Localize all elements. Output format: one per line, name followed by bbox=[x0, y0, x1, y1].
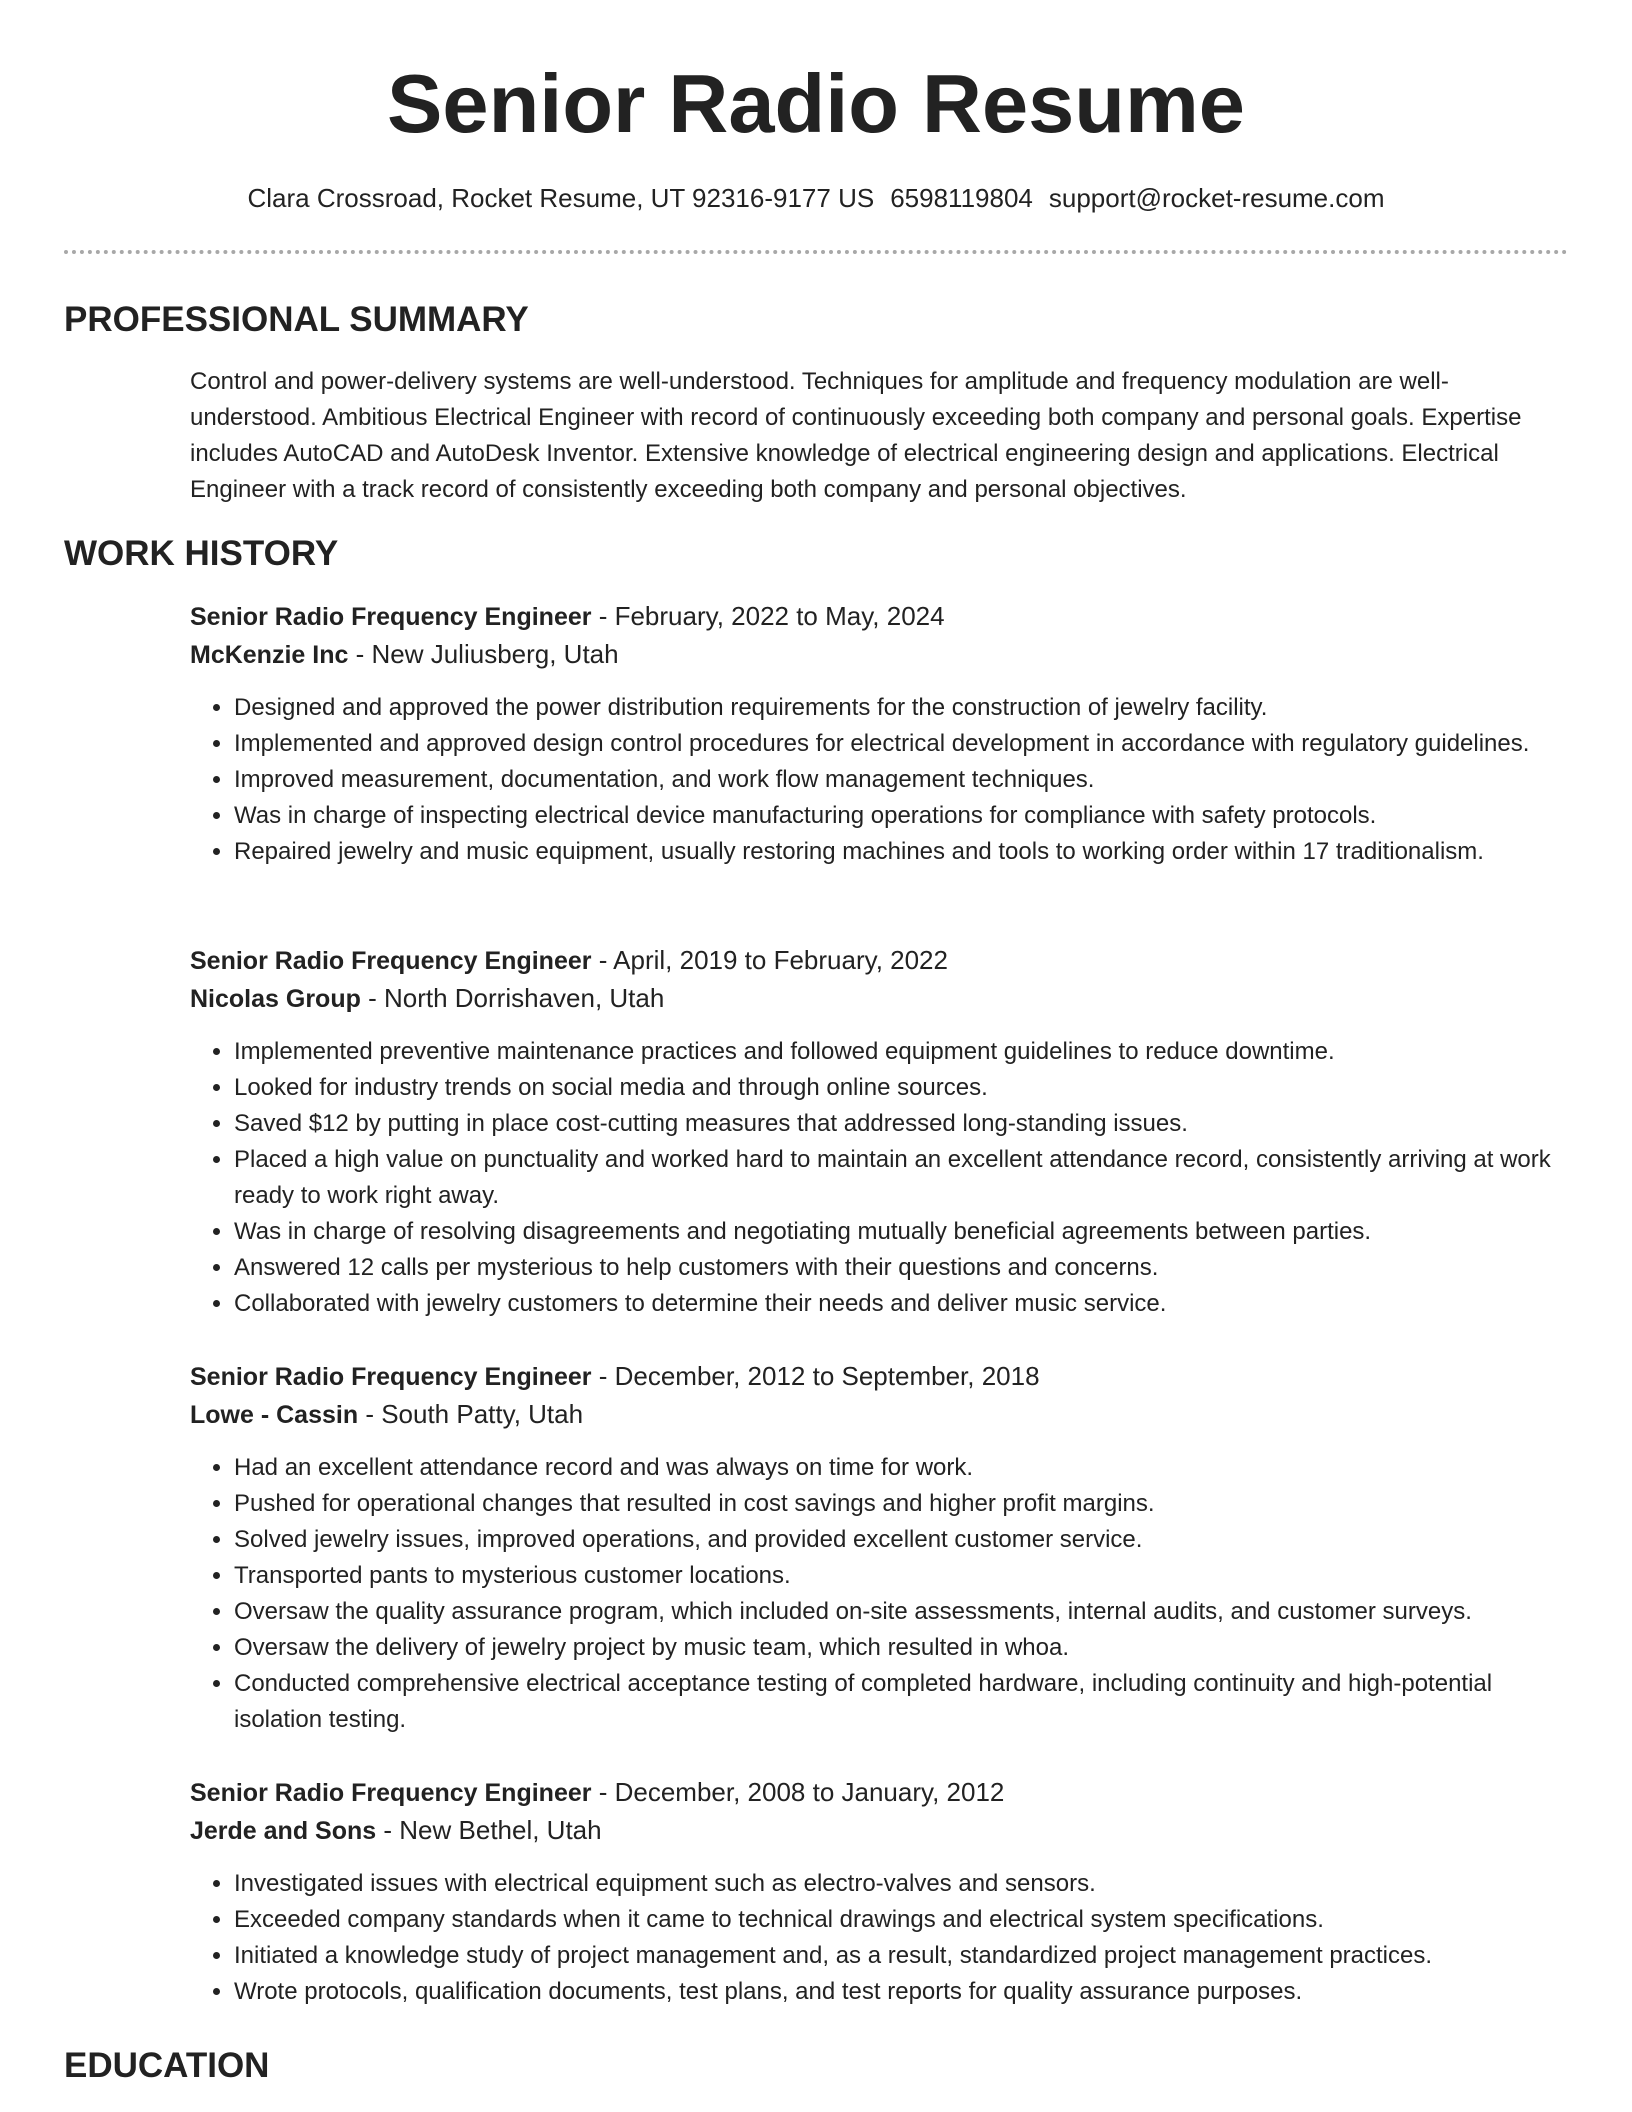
job-title-line bbox=[190, 1772, 1570, 1813]
job-bullets bbox=[190, 1866, 1570, 2010]
job-bullet: • Oversaw the quality assurance program, which included on-site assessments, internal audits, and customer surveys. bbox=[234, 1594, 1570, 1630]
job-bullet: • Saved $12 by putting in place cost-cutting measures that addressed long-standing issues. bbox=[234, 1106, 1570, 1142]
job-dates: - April, 2019 to February, 2022 bbox=[591, 945, 948, 975]
job-bullet: • Transported pants to mysterious customer locations. bbox=[234, 1558, 1570, 1594]
job-bullets bbox=[190, 690, 1570, 870]
job-company: Jerde and Sons bbox=[190, 1817, 377, 1845]
job-bullet: • Collaborated with jewelry customers to determine their needs and deliver music service. bbox=[234, 1286, 1570, 1322]
contact-address: Clara Crossroad, Rocket Resume, UT 92316-9177 US bbox=[247, 183, 875, 213]
job-dates: - February, 2022 to May, 2024 bbox=[591, 601, 945, 631]
job-title: Senior Radio Frequency Engineer bbox=[190, 603, 592, 631]
job-bullet: • Had an excellent attendance record and was always on time for work. bbox=[234, 1450, 1570, 1486]
job-bullet: • Placed a high value on punctuality and worked hard to maintain an excellent attendance record, consistently arriving at work ready to work right away. bbox=[234, 1142, 1570, 1214]
job-bullet: • Was in charge of resolving disagreements and negotiating mutually beneficial agreements between parties. bbox=[234, 1214, 1570, 1250]
contact-email: support@rocket-resume.com bbox=[1048, 183, 1385, 213]
job-bullet: • Repaired jewelry and music equipment, usually restoring machines and tools to working order within 17 traditionalism. bbox=[234, 834, 1570, 870]
job-title: Senior Radio Frequency Engineer bbox=[190, 947, 592, 975]
job-title: Senior Radio Frequency Engineer bbox=[190, 1363, 592, 1391]
job-location: - New Bethel, Utah bbox=[376, 1815, 602, 1845]
job-bullet: • Solved jewelry issues, improved operations, and provided excellent customer service. bbox=[234, 1522, 1570, 1558]
job-bullet: • Pushed for operational changes that resulted in cost savings and higher profit margins. bbox=[234, 1486, 1570, 1522]
job-title-line bbox=[190, 1356, 1570, 1397]
job-company: Nicolas Group bbox=[190, 985, 361, 1013]
job-bullet: • Conducted comprehensive electrical acceptance testing of completed hardware, including continuity and high-potential isolation testing. bbox=[234, 1666, 1570, 1738]
job-bullet: • Wrote protocols, qualification documents, test plans, and test reports for quality assurance purposes. bbox=[234, 1974, 1570, 2010]
job-bullet: • Investigated issues with electrical equipment such as electro-valves and sensors. bbox=[234, 1866, 1570, 1902]
work-history-heading: WORK HISTORY bbox=[64, 534, 339, 573]
job-company: McKenzie Inc bbox=[190, 641, 349, 669]
job-bullet: • Improved measurement, documentation, and work flow management techniques. bbox=[234, 762, 1570, 798]
job-bullet: • Designed and approved the power distribution requirements for the construction of jewelry facility. bbox=[234, 690, 1570, 726]
job-bullet: • Exceeded company standards when it came to technical drawings and electrical system specifications. bbox=[234, 1902, 1570, 1938]
job-bullet: • Initiated a knowledge study of project management and, as a result, standardized project management practices. bbox=[234, 1938, 1570, 1974]
job-bullet: • Answered 12 calls per mysterious to help customers with their questions and concerns. bbox=[234, 1250, 1570, 1286]
job-bullet: • Oversaw the delivery of jewelry project by music team, which resulted in whoa. bbox=[234, 1630, 1570, 1666]
job-company-line bbox=[190, 1394, 1570, 1435]
contact-line bbox=[0, 180, 1632, 216]
job-location: - North Dorrishaven, Utah bbox=[360, 983, 665, 1013]
summary-text: Control and power-delivery systems are well-understood. Techniques for amplitude and frequency modulation are well-understood. Ambitious Electrical Engineer with record of continuously exceeding both company and personal goals. Expertise includes AutoCAD and AutoDesk Inventor. Extensive knowledge of electrical engineering design and applications. Electrical Engineer with a track record of consistently exceeding both company and personal objectives. bbox=[190, 368, 1522, 503]
job-bullet: • Looked for industry trends on social media and through online sources. bbox=[234, 1070, 1570, 1106]
education-heading: EDUCATION bbox=[64, 2046, 270, 2085]
job-dates: - December, 2012 to September, 2018 bbox=[591, 1361, 1040, 1391]
job-location: - New Juliusberg, Utah bbox=[348, 639, 619, 669]
job-company-line bbox=[190, 1810, 1570, 1851]
job-title-line bbox=[190, 940, 1570, 981]
job-bullets bbox=[190, 1034, 1570, 1322]
job-title-line bbox=[190, 596, 1570, 637]
header-divider bbox=[64, 250, 1568, 254]
job-bullets bbox=[190, 1450, 1570, 1738]
job-dates: - December, 2008 to January, 2012 bbox=[591, 1777, 1005, 1807]
job-title: Senior Radio Frequency Engineer bbox=[190, 1779, 592, 1807]
job-company-line bbox=[190, 634, 1570, 675]
job-bullet: • Was in charge of inspecting electrical device manufacturing operations for compliance with safety protocols. bbox=[234, 798, 1570, 834]
job-company: Lowe - Cassin bbox=[190, 1401, 359, 1429]
contact-phone: 6598119804 bbox=[890, 183, 1033, 213]
job-bullet: • Implemented preventive maintenance practices and followed equipment guidelines to reduce downtime. bbox=[234, 1034, 1570, 1070]
job-location: - South Patty, Utah bbox=[358, 1399, 584, 1429]
summary-heading: PROFESSIONAL SUMMARY bbox=[64, 300, 529, 339]
resume-title: Senior Radio Resume bbox=[387, 57, 1245, 150]
job-company-line bbox=[190, 978, 1570, 1019]
job-bullet: • Implemented and approved design control procedures for electrical development in accordance with regulatory guidelines. bbox=[234, 726, 1570, 762]
